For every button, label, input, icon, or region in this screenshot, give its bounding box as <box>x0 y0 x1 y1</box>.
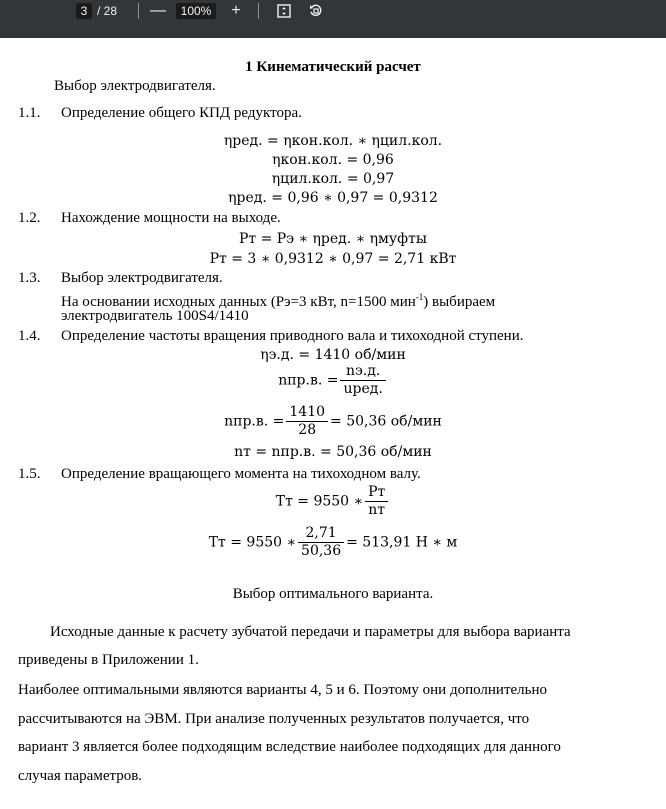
pdf-toolbar <box>0 0 666 38</box>
zoom-in-button[interactable]: + <box>231 2 241 19</box>
page-number-input[interactable]: 3 <box>76 3 92 19</box>
item-number: 1.4. <box>18 328 41 344</box>
item-heading: Определение общего КПД редуктора. <box>61 105 302 121</box>
paragraph-line: приведены в Приложении 1. <box>18 652 199 668</box>
fraction-formula: nпр.в. = $\frac{nэ.д.}{\text{uред.}}$ <box>0 363 666 398</box>
formula: Pт = 3 ∗ 0,9312 ∗ 0,97 = 2,71 кВт <box>209 251 457 267</box>
paragraph-line: На основании исходных данных (Pэ=3 кВт, n=1500 мин$^{-1}$) выбираем <box>61 292 496 310</box>
formula: ηред. = 0,96 ∗ 0,97 = 0,9312 <box>228 190 438 206</box>
paragraph-line: вариант 3 является более подходящим вследствие наиболее подходящих для данного <box>18 739 561 755</box>
document-page <box>0 38 666 809</box>
fraction-formula: Tт = 9550 ∗ $\frac{2,71}{50,36}$ = 513,91 Н ∗ м <box>208 525 458 559</box>
rotate-icon[interactable] <box>306 1 326 21</box>
fraction-formula: nпр.в. = $\frac{1410}{28}$ = 50,36 об/мин <box>224 404 442 438</box>
formula: Pт = Pэ ∗ ηред. ∗ ηмуфты <box>239 231 427 247</box>
formula: ηцил.кол. = 0,97 <box>271 171 395 187</box>
formula: ηред. = ηкон.кол. ∗ ηцил.кол. <box>223 133 443 149</box>
fit-page-icon[interactable] <box>274 1 294 21</box>
item-heading: Определение частоты вращения приводного вала и тихоходной ступени. <box>61 328 524 344</box>
item-heading: Выбор электродвигателя. <box>61 270 223 286</box>
paragraph-line: Наиболее оптимальными являются варианты 4, 5 и 6. Поэтому они дополнительно <box>18 682 548 698</box>
paragraph-line: случая параметров. <box>18 768 143 784</box>
formula: nт = nпр.в. = 50,36 об/мин <box>234 444 432 460</box>
item-heading: Определение вращающего момента на тихоходном валу. <box>61 466 421 482</box>
section-heading: Выбор оптимального варианта. <box>232 586 434 602</box>
paragraph-line: рассчитываются на ЭВМ. При анализе полученных результатов получается, что <box>18 711 530 727</box>
item-number: 1.2. <box>18 210 41 226</box>
paragraph-line: Исходные данные к расчету зубчатой передачи и параметры для выбора варианта <box>50 624 571 640</box>
page-count: / 28 <box>97 4 118 18</box>
item-number: 1.5. <box>18 466 41 482</box>
zoom-level-input[interactable]: 100% <box>176 3 216 19</box>
fraction-formula: Tт = 9550 ∗ $\frac{Pт}{nт}$ <box>0 484 666 519</box>
zoom-out-button[interactable]: — <box>150 2 166 19</box>
paragraph-line: электродвигатель 100S4/1410 <box>61 308 249 324</box>
item-heading: Нахождение мощности на выходе. <box>61 210 281 226</box>
section-subtitle: Выбор электродвигателя. <box>54 78 216 94</box>
toolbar-divider <box>258 3 259 19</box>
formula: ηкон.кол. = 0,96 <box>272 152 394 168</box>
item-number: 1.1. <box>18 105 41 121</box>
section-title: 1 Кинематический расчет <box>245 59 421 75</box>
toolbar-divider <box>138 3 139 19</box>
formula: ηэ.д. = 1410 об/мин <box>260 347 406 363</box>
item-number: 1.3. <box>18 270 41 286</box>
